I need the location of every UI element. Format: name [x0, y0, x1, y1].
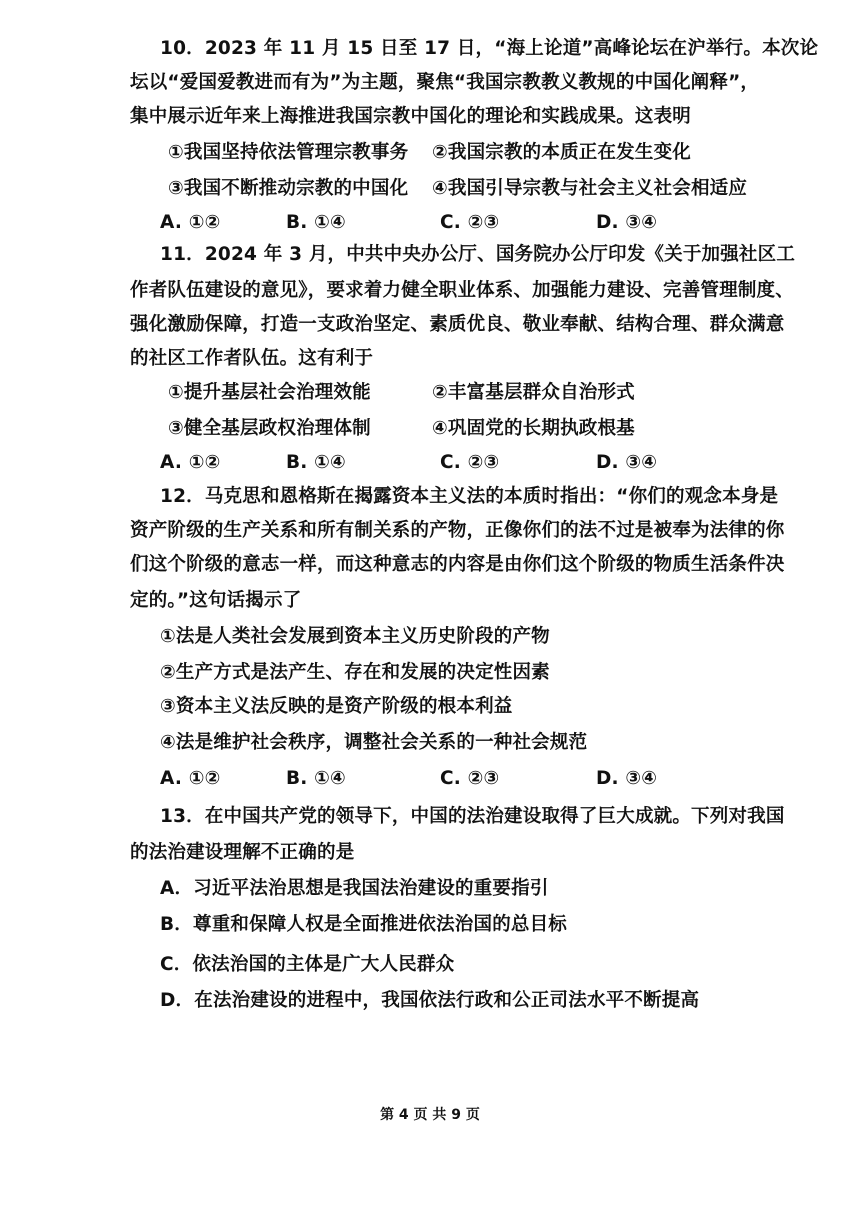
question-11-option-2: ②丰富基层群众自治形式: [432, 382, 635, 403]
question-12-option-1: ①法是人类社会发展到资本主义历史阶段的产物: [160, 626, 550, 647]
question-10-line-3: 集中展示近年来上海推进我国宗教中国化的理论和实践成果。这表明: [130, 106, 692, 127]
question-13-option-a: A．习近平法治思想是我国法治建设的重要指引: [160, 878, 549, 899]
question-10-line-2: 坛以“爱国爱教进而有为”为主题，聚焦“我国宗教教义教规的中国化阐释”，: [130, 72, 760, 93]
question-12-line-3: 们这个阶级的意志一样，而这种意志的内容是由你们这个阶级的物质生活条件决: [130, 554, 785, 575]
question-11-line-3: 强化激励保障，打造一支政治坚定、素质优良、敬业奉献、结构合理、群众满意: [130, 314, 785, 335]
question-12-choice-c: C. ②③: [440, 768, 500, 789]
question-11-choice-a: A. ①②: [160, 452, 221, 473]
question-10-option-4: ④我国引导宗教与社会主义社会相适应: [432, 178, 748, 199]
question-12-line-4: 定的。”这句话揭示了: [130, 590, 302, 611]
question-12-line-2: 资产阶级的生产关系和所有制关系的产物，正像你们的法不过是被奉为法律的你: [130, 520, 785, 541]
question-13-option-d: D．在法治建设的进程中，我国依法行政和公正司法水平不断提高: [160, 990, 700, 1011]
question-12-option-2: ②生产方式是法产生、存在和发展的决定性因素: [160, 662, 550, 683]
question-11-choice-d: D. ③④: [596, 452, 658, 473]
question-11-line-1: 11．2024 年 3 月，中共中央办公厅、国务院办公厅印发《关于加强社区工: [160, 244, 796, 265]
question-11-option-4: ④巩固党的长期执政根基: [432, 418, 635, 439]
question-13-line-2: 的法治建设理解不正确的是: [130, 842, 355, 863]
question-10-choice-d: D. ③④: [596, 212, 658, 233]
question-10-choice-c: C. ②③: [440, 212, 500, 233]
question-12-option-3: ③资本主义法反映的是资产阶级的根本利益: [160, 696, 513, 717]
question-11-choice-c: C. ②③: [440, 452, 500, 473]
question-12-line-1: 12．马克思和恩格斯在揭露资本主义法的本质时指出：“你们的观念本身是: [160, 486, 779, 507]
question-11-option-3: ③健全基层政权治理体制: [168, 418, 371, 439]
question-11-line-2: 作者队伍建设的意见》，要求着力健全职业体系、加强能力建设、完善管理制度、: [130, 280, 794, 301]
question-12-choice-b: B. ①④: [286, 768, 346, 789]
question-10-option-1: ①我国坚持依法管理宗教事务: [168, 142, 409, 163]
question-11-line-4: 的社区工作者队伍。这有利于: [130, 348, 374, 369]
question-11-option-1: ①提升基层社会治理效能: [168, 382, 371, 403]
question-10-choice-a: A. ①②: [160, 212, 221, 233]
question-13-option-b: B．尊重和保障人权是全面推进依法治国的总目标: [160, 914, 568, 935]
page-footer: 第 4 页 共 9 页: [380, 1107, 480, 1123]
question-11-choice-b: B. ①④: [286, 452, 346, 473]
question-10-choice-b: B. ①④: [286, 212, 346, 233]
question-12-choice-d: D. ③④: [596, 768, 658, 789]
question-10-option-2: ②我国宗教的本质正在发生变化: [432, 142, 691, 163]
question-12-choice-a: A. ①②: [160, 768, 221, 789]
question-10-line-1: 10．2023 年 11 月 15 日至 17 日，“海上论道”高峰论坛在沪举行。本次论: [160, 38, 819, 59]
question-13-option-c: C．依法治国的主体是广大人民群众: [160, 954, 455, 975]
question-10-option-3: ③我国不断推动宗教的中国化: [168, 178, 409, 199]
question-12-option-4: ④法是维护社会秩序，调整社会关系的一种社会规范: [160, 732, 588, 753]
question-13-line-1: 13．在中国共产党的领导下，中国的法治建设取得了巨大成就。下列对我国: [160, 806, 785, 827]
